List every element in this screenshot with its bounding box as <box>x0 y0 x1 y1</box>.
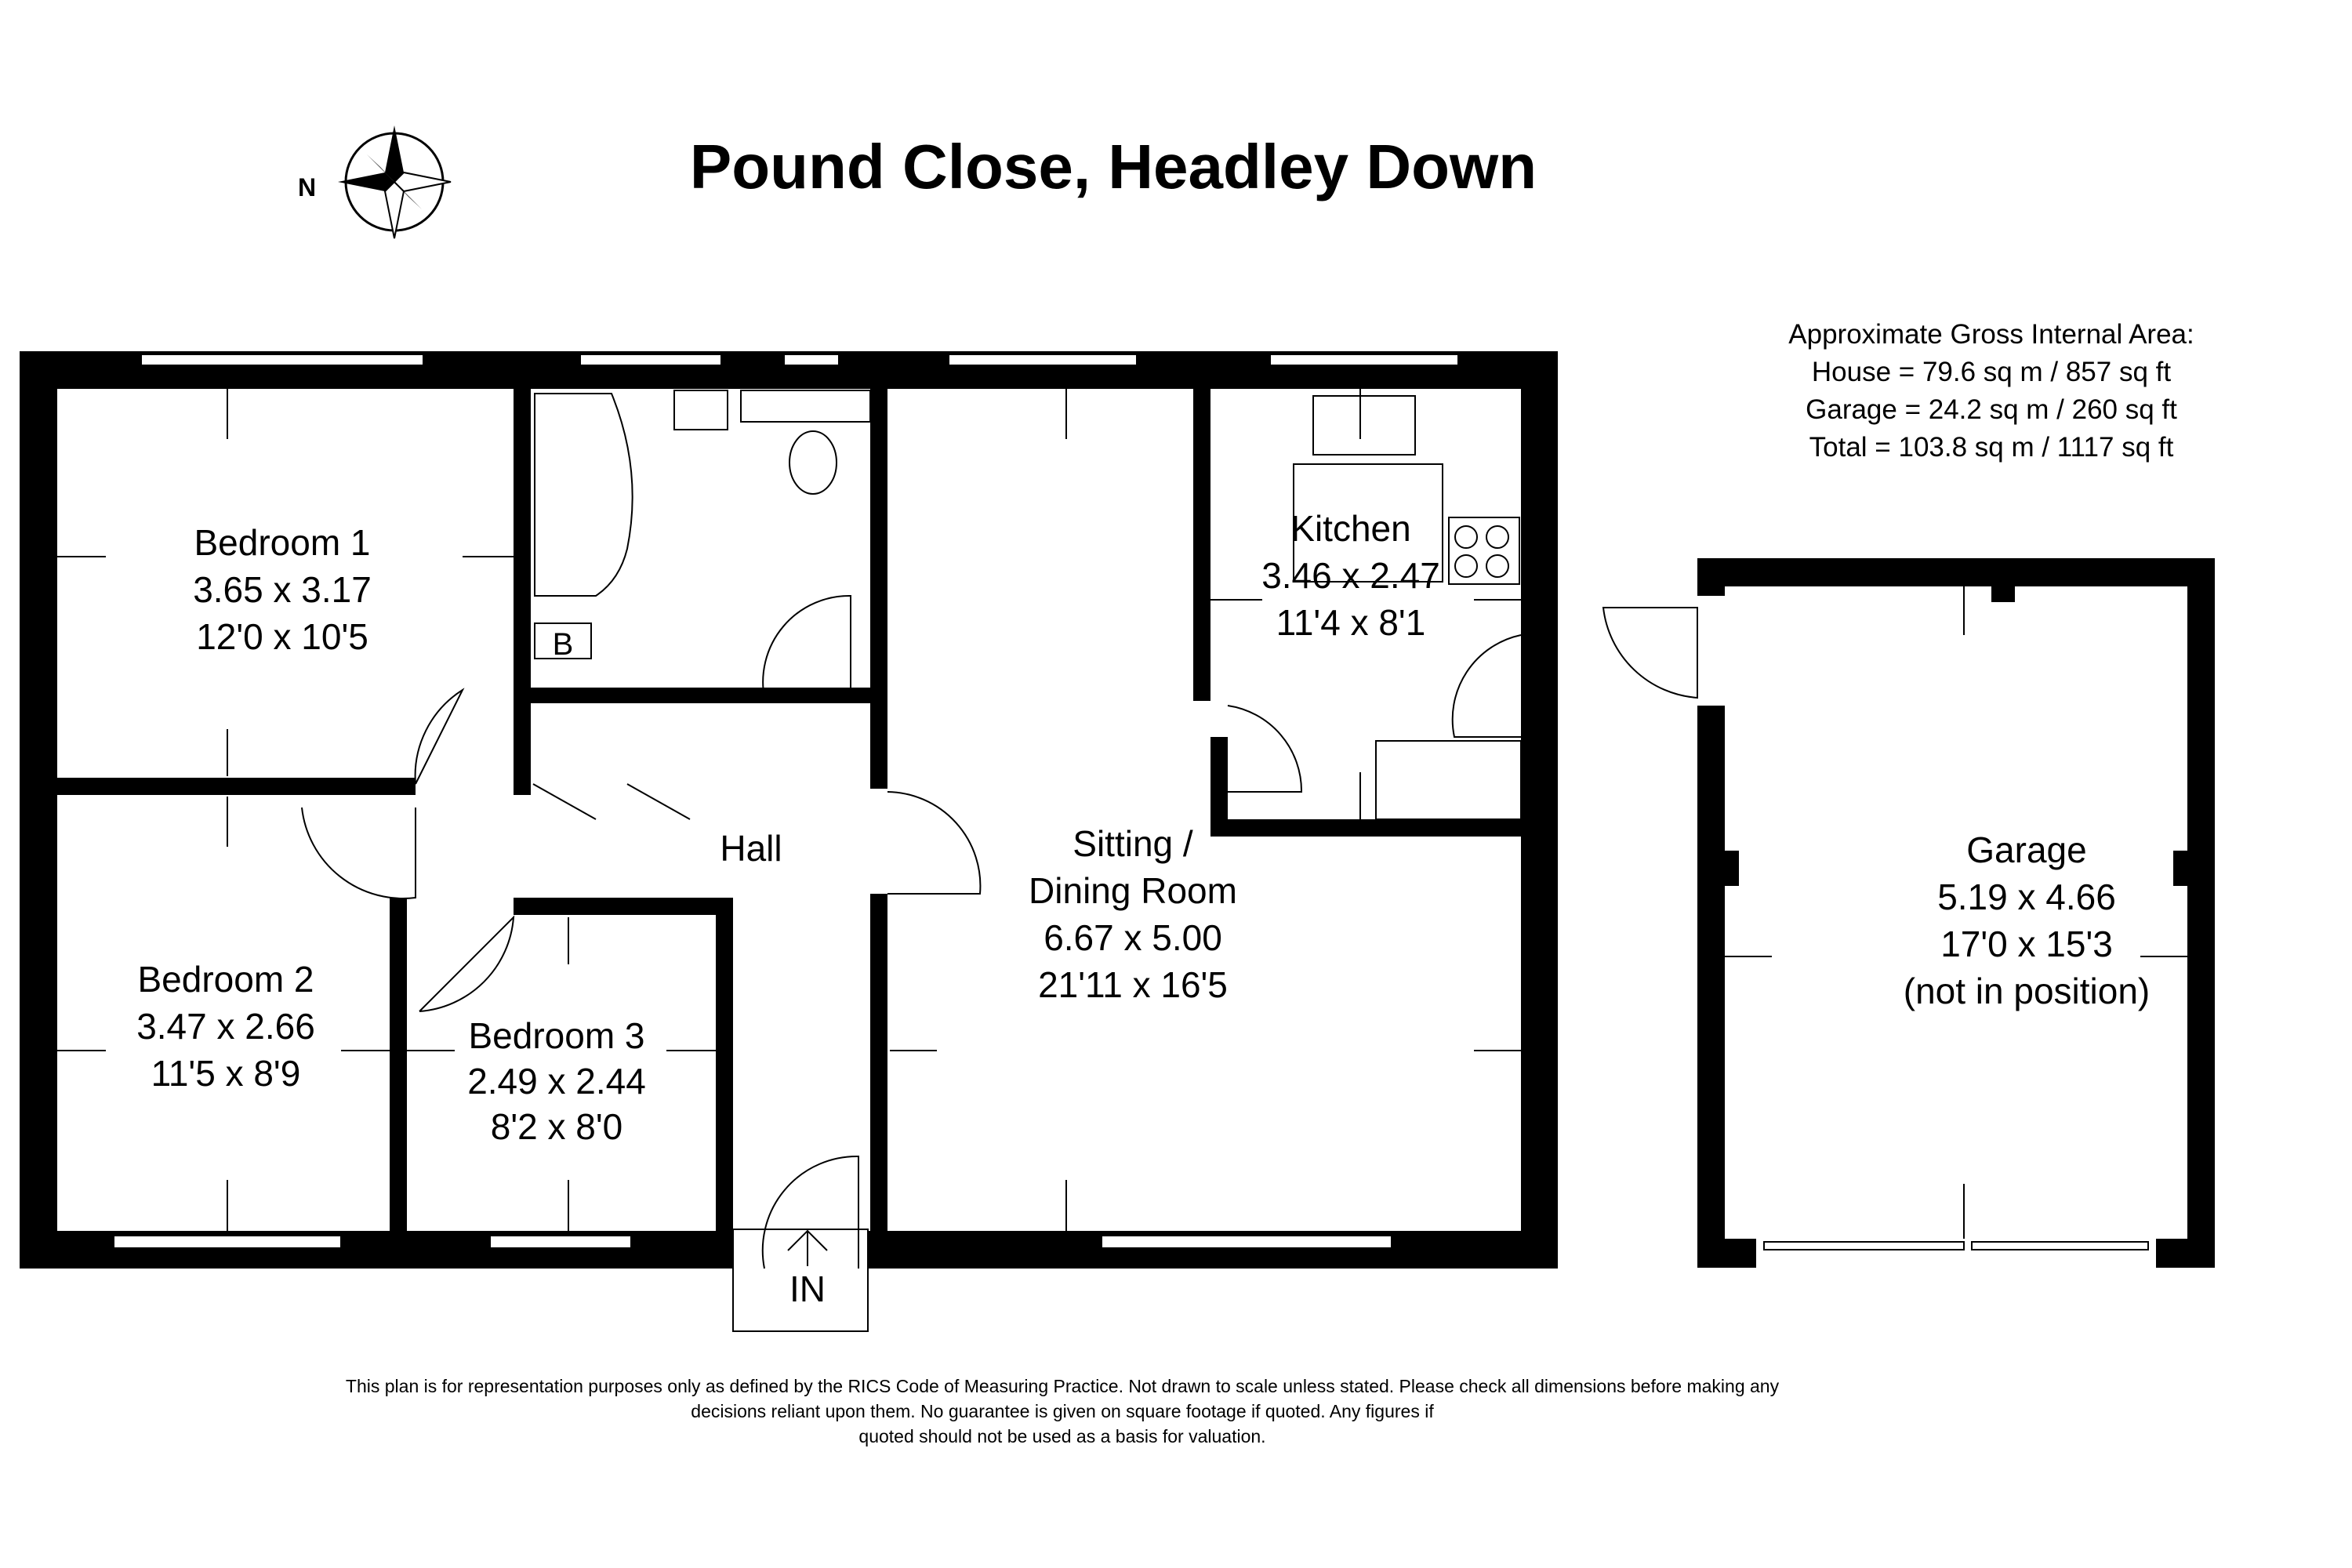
room-garage <box>1904 829 2151 1011</box>
garage-name: Garage <box>1966 829 2087 870</box>
bedroom3-metric: 2.49 x 2.44 <box>467 1061 646 1102</box>
garage-note: (not in position) <box>1903 971 2151 1011</box>
bedroom1-imperial: 12'0 x 10'5 <box>196 616 368 657</box>
bedroom3-imperial: 8'2 x 8'0 <box>490 1106 623 1147</box>
area-house: House = 79.6 sq m / 857 sq ft <box>1811 357 2172 387</box>
kitchen-name: Kitchen <box>1290 508 1411 549</box>
bedroom2-imperial: 11'5 x 8'9 <box>151 1053 301 1094</box>
room-bedroom2 <box>136 959 315 1094</box>
disclaimer-line3: quoted should not be used as a basis for valuation. <box>858 1426 1266 1446</box>
plan-title: Pound Close, Headley Down <box>689 132 1537 201</box>
garage-walls <box>1603 558 2215 1268</box>
room-kitchen <box>1261 508 1440 643</box>
hall-name: Hall <box>720 828 782 869</box>
room-sitting-dining <box>1029 823 1237 1005</box>
kitchen-metric: 3.46 x 2.47 <box>1261 555 1440 596</box>
house-walls <box>20 351 1558 1269</box>
area-garage: Garage = 24.2 sq m / 260 sq ft <box>1806 394 2177 425</box>
area-heading: Approximate Gross Internal Area: <box>1788 319 2194 350</box>
bedroom2-metric: 3.47 x 2.66 <box>136 1006 315 1047</box>
bedroom1-metric: 3.65 x 3.17 <box>193 569 372 610</box>
garage-metric: 5.19 x 4.66 <box>1937 877 2116 917</box>
windows <box>114 354 1458 1270</box>
sitting-imperial: 21'11 x 16'5 <box>1038 964 1228 1005</box>
sitting-name-line2: Dining Room <box>1029 870 1237 911</box>
doors <box>302 596 1521 1011</box>
bedroom3-name: Bedroom 3 <box>468 1015 645 1056</box>
boiler-label: B <box>552 627 574 662</box>
bathroom-fixtures <box>535 390 870 659</box>
bedroom1-name: Bedroom 1 <box>194 522 371 563</box>
bedroom2-name: Bedroom 2 <box>137 959 314 1000</box>
room-bedroom1 <box>193 522 372 657</box>
compass-icon <box>338 125 451 238</box>
sitting-metric: 6.67 x 5.00 <box>1044 917 1222 958</box>
area-summary <box>1788 319 2194 463</box>
disclaimer-line2: decisions reliant upon them. No guarantee is given on square footage if quoted. Any figures if <box>691 1401 1434 1421</box>
disclaimer <box>346 1376 1780 1446</box>
room-bedroom3 <box>467 1015 646 1147</box>
area-total: Total = 103.8 sq m / 1117 sq ft <box>1809 432 2174 463</box>
kitchen-imperial: 11'4 x 8'1 <box>1276 602 1426 643</box>
garage-imperial: 17'0 x 15'3 <box>1940 924 2113 964</box>
compass-north-label: N <box>298 173 317 201</box>
disclaimer-line1: This plan is for representation purposes only as defined by the RICS Code of Measuring Practice. Not drawn to scale unless stated. Please check all dimensions before making any <box>345 1376 1780 1396</box>
entrance-label: IN <box>789 1269 826 1309</box>
sitting-name-line1: Sitting / <box>1073 823 1193 864</box>
